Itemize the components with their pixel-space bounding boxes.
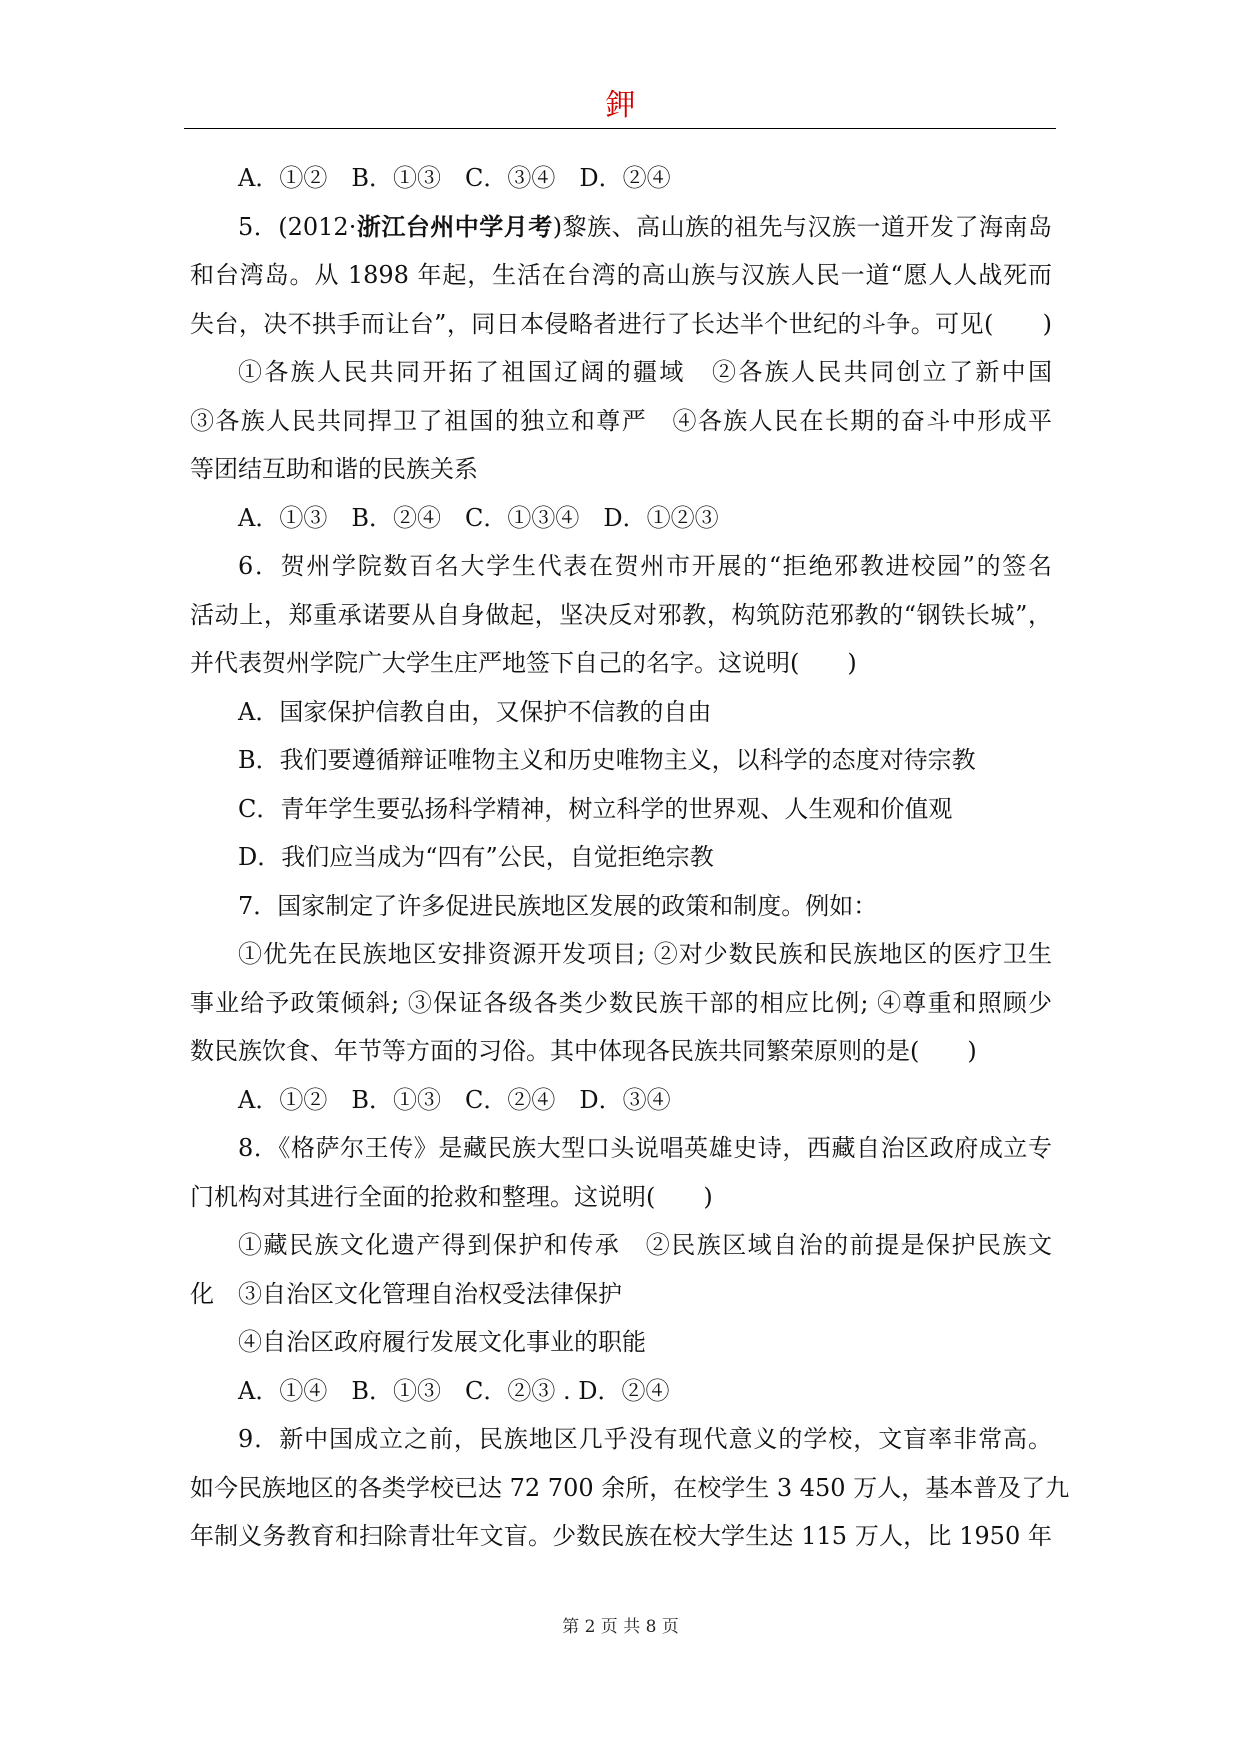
q7-items-line-3: 数民族饮食、年节等方面的习俗。其中体现各民族共同繁荣原则的是( ) bbox=[190, 1037, 977, 1065]
q5-stem-line-2: 和台湾岛。从 1898 年起，生活在台湾的高山族与汉族人民一道“愿人人战死而 bbox=[190, 261, 1052, 289]
q5-stem-text: )黎族、高山族的祖先与汉族一道开发了海南岛 bbox=[552, 212, 1052, 241]
header-mark: 鉀 bbox=[605, 88, 636, 123]
q6-option-c: C．青年学生要弘扬科学精神，树立科学的世界观、人生观和价值观 bbox=[238, 794, 953, 823]
q5-source: 浙江台州中学月考 bbox=[356, 212, 553, 241]
q8-items-line-3: ④自治区政府履行发展文化事业的职能 bbox=[238, 1328, 646, 1356]
q9-stem-line-2: 如今民族地区的各类学校已达 72 700 余所，在校学生 3 450 万人，基本普及了九 bbox=[190, 1473, 1070, 1502]
q7-options: A．①② B．①③ C．②④ D．③④ bbox=[238, 1085, 671, 1114]
q6-stem-line-1: 6．贺州学院数百名大学生代表在贺州市开展的“拒绝邪教进校园”的签名 bbox=[238, 552, 1052, 580]
q5-items-line-2: ③各族人民共同捍卫了祖国的独立和尊严 ④各族人民在长期的奋斗中形成平 bbox=[190, 406, 1052, 435]
q5-items-line-3: 等团结互助和谐的民族关系 bbox=[190, 455, 478, 483]
q6-option-d: D．我们应当成为“四有”公民，自觉拒绝宗教 bbox=[238, 843, 714, 871]
q8-items-line-1: ①藏民族文化遗产得到保护和传承 ②民族区域自治的前提是保护民族文 bbox=[238, 1231, 1052, 1259]
q5-items-line-1: ①各族人民共同开拓了祖国辽阔的疆域 ②各族人民共同创立了新中国 bbox=[238, 358, 1052, 386]
q5-stem-line-3: 失台，决不拱手而让台”，同日本侵略者进行了长达半个世纪的斗争。可见( ) bbox=[190, 309, 1052, 338]
q5-number: 5．(2012· bbox=[238, 212, 357, 241]
q7-stem-line-1: 7．国家制定了许多促进民族地区发展的政策和制度。例如： bbox=[238, 891, 878, 920]
q6-option-b: B．我们要遵循辩证唯物主义和历史唯物主义，以科学的态度对待宗教 bbox=[238, 746, 976, 774]
q6-stem-line-3: 并代表贺州学院广大学生庄严地签下自己的名字。这说明( ) bbox=[190, 649, 857, 677]
page-number-footer: 第 2 页 共 8 页 bbox=[562, 1617, 679, 1637]
q9-stem-line-1: 9．新中国成立之前，民族地区几乎没有现代意义的学校，文盲率非常高。 bbox=[238, 1425, 1052, 1453]
question-content bbox=[190, 154, 1070, 1561]
q4-options: A．①② B．①③ C．③④ D．②④ bbox=[238, 164, 671, 192]
q7-items-line-2: 事业给予政策倾斜; ③保证各级各类少数民族干部的相应比例; ④尊重和照顾少 bbox=[190, 988, 1052, 1017]
q8-stem-line-1: 8．《格萨尔王传》是藏民族大型口头说唱英雄史诗，西藏自治区政府成立专 bbox=[238, 1134, 1052, 1162]
header-rule bbox=[184, 128, 1056, 129]
q9-stem-line-3: 年制义务教育和扫除青壮年文盲。少数民族在校大学生达 115 万人，比 1950 年 bbox=[190, 1522, 1052, 1550]
q8-items-line-2: 化 ③自治区文化管理自治权受法律保护 bbox=[190, 1279, 622, 1308]
q6-stem-line-2: 活动上，郑重承诺要从自身做起，坚决反对邪教，构筑防范邪教的“钢铁长城”， bbox=[190, 600, 1052, 629]
q6-option-a: A．国家保护信教自由，又保护不信教的自由 bbox=[238, 697, 712, 726]
q8-options: A．①④ B．①③ C．②③ . D．②④ bbox=[238, 1376, 670, 1405]
q8-stem-line-2: 门机构对其进行全面的抢救和整理。这说明( ) bbox=[190, 1182, 713, 1211]
q5-stem-line-1 bbox=[190, 203, 1052, 252]
q7-items-line-1: ①优先在民族地区安排资源开发项目; ②对少数民族和民族地区的医疗卫生 bbox=[238, 940, 1052, 968]
q5-options: A．①③ B．②④ C．①③④ D．①②③ bbox=[238, 503, 719, 532]
